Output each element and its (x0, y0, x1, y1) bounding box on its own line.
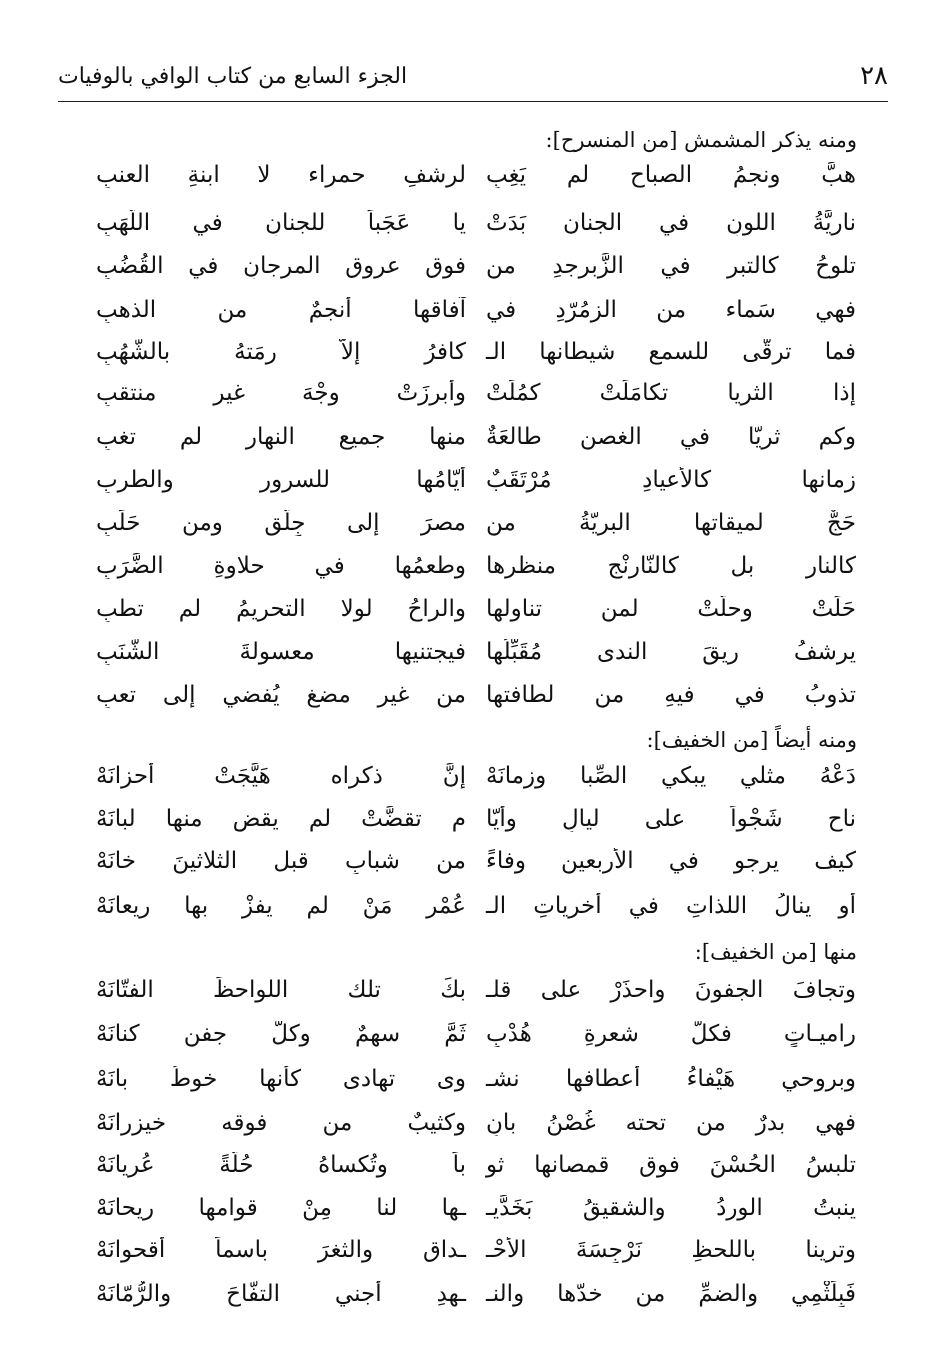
verse-first-hemistich: وبروحي هَيْفاءُ أعطافها نشـ (486, 1066, 856, 1092)
verse-second-hemistich: لرشفِ حمراء لا ابنةِ العنبِ (96, 162, 466, 188)
verse (96, 467, 856, 493)
verse-first-hemistich: وتجافَ الجفونَ واحذَرْ على قلـ (486, 977, 856, 1003)
verse-second-hemistich: فوقِ عروق المرجانِ في القُضُبِ (96, 253, 466, 279)
verse (96, 1152, 856, 1178)
verse-second-hemistich: والراحُ لولا التحريمُ لم تطبِ (96, 596, 466, 622)
verse-second-hemistich: من غيرِ مضغٍ يُفضي إلى تعبِ (96, 682, 466, 708)
verse-first-hemistich: تلبسُ الحُسْنَ فوق قمصانها ثو (486, 1152, 856, 1178)
verse-first-hemistich: زمانها كالأعيادِ مُرْتَقَبٌ (486, 467, 856, 493)
verse (96, 162, 856, 188)
header-rule (58, 101, 888, 102)
verse-first-hemistich: ناح شَجْواً على ليالٍ وأيّا (486, 806, 856, 832)
verse-first-hemistich: راميـاتٍ فكلُّ شعرةِ هُدْبٍ (486, 1021, 856, 1047)
verse-second-hemistich: وطعمُها في حلاوةِ الضَّرَبِ (96, 553, 466, 579)
verse-first-hemistich: تلوحُ كالتبرِ في الزَّبرجدِ من (486, 253, 856, 279)
verse-second-hemistich: وى تهادى كأنها خوطُ بانَهْ (96, 1066, 466, 1092)
verse-second-hemistich: مِ تقضَّتْ لم يقضِ منها لبانَهْ (96, 806, 466, 832)
verse (96, 977, 856, 1003)
verse-second-hemistich: ـهدِ أجني التفّاحَ والرُّمّانَهْ (96, 1281, 466, 1307)
verse-second-hemistich: أيّامُها للسرورِ والطربِ (96, 467, 466, 493)
verse (96, 682, 856, 708)
verse-first-hemistich: كيف يرجو في الأربعين وفاءً (486, 848, 856, 874)
verse (96, 424, 856, 450)
verse (96, 848, 856, 874)
verse (96, 253, 856, 279)
verse (96, 1195, 856, 1221)
page-number: ٢٨ (860, 61, 888, 91)
verse (96, 1281, 856, 1307)
section-intro: منها [من الخفيف]: (694, 940, 857, 964)
section-intro: ومنه أيضاً [من الخفيف]: (646, 728, 857, 752)
verse (96, 1021, 856, 1047)
verse-second-hemistich: منها جميعِ النهارِ لم تغبِ (96, 424, 466, 450)
verse-second-hemistich: مصرَ إلى جِلَّقٍ ومن حَلَبِ (96, 510, 466, 536)
verse-first-hemistich: أو ينالُ اللذاتِ في أُخرياتِ الـ (486, 893, 856, 919)
verse-second-hemistich: فيجتنيها معسولةَ الشَّنَبِ (96, 639, 466, 665)
verse-first-hemistich: حَلَتْ وحلَّتْ لمن تناولها (486, 596, 856, 622)
verse (96, 339, 856, 365)
verse-first-hemistich: فهي سَماء من الزمُرّدِ في (486, 297, 856, 323)
verse-first-hemistich: دَعْهُ مثلي يبكي الصِّبا وزمانَهْ (486, 763, 856, 789)
section-intro: ومنه يذكر المشمش [من المنسرح]: (545, 128, 857, 152)
verse-first-hemistich: فما ترقَّى للسمعِ شيطانها الـ (486, 339, 856, 365)
verse (96, 596, 856, 622)
verse-second-hemistich: وكثيبٌ من فوقه خيزرانَهْ (96, 1110, 466, 1136)
verse (96, 210, 856, 236)
verse (96, 510, 856, 536)
page-header (58, 56, 888, 96)
verse-first-hemistich: هبَّ ونجمُ الصباحِ لم يَغِبِ (486, 162, 856, 188)
verse-first-hemistich: يرشفُ ريقَ الندى مُقَبِّلُها (486, 639, 856, 665)
verse-second-hemistich: يا عَجَباً للجنانِ في اللَّهَبِ (96, 210, 466, 236)
verse-first-hemistich: كالنار بل كالنّارنْجِ منظرها (486, 553, 856, 579)
verse-second-hemistich: كافرُ إلاّ رمَتهُ بالشُّهُبِ (96, 339, 466, 365)
verse (96, 1237, 856, 1263)
verse-first-hemistich: إذا الثريا تكامَلَتْ كمُلَتْ (486, 380, 856, 406)
verse-first-hemistich: وكم ثريّا في الغصنِ طالعَةٌ (486, 424, 856, 450)
verse-second-hemistich: باً وتُكساهُ حُلَّةً عُريانَهْ (96, 1152, 466, 1178)
running-head: الجزء السابع من كتاب الوافي بالوفيات (58, 63, 408, 89)
verse (96, 553, 856, 579)
verse-first-hemistich: وترينا باللحظِ نَرْجِسَةَ الأحْـ (486, 1237, 856, 1263)
verse (96, 639, 856, 665)
verse-first-hemistich: ناريَّةُ اللونِ في الجنان بَدَتْ (486, 210, 856, 236)
verse-second-hemistich: إنَّ ذكراه هَيَّجَتْ أحزانَهْ (96, 763, 466, 789)
verse-second-hemistich: ـداق والثغرَ باسماً أُقحوانَهْ (96, 1237, 466, 1263)
verse-second-hemistich: آفاقها أنجمٌ من الذهبِ (96, 297, 466, 323)
verse (96, 893, 856, 919)
verse (96, 380, 856, 406)
verse-second-hemistich: ـها لنا مِنْ قوامها ريحانَهْ (96, 1195, 466, 1221)
verse (96, 297, 856, 323)
verse (96, 806, 856, 832)
verse-second-hemistich: عُمْرِ مَنْ لم يفزْ بها ريعانَهْ (96, 893, 466, 919)
verse-second-hemistich: من شبابٍ قبل الثلاثينَ خانَهْ (96, 848, 466, 874)
verse-first-hemistich: ينبتُ الوردُ والشقيقُ بَخَدَّيـ (486, 1195, 856, 1221)
verse-first-hemistich: تذوبُ في فيهِ من لطافتها (486, 682, 856, 708)
verse (96, 1110, 856, 1136)
verse-first-hemistich: فَبِلَثْمِي والضمِّ من خدّها والنـ (486, 1281, 856, 1307)
verse-second-hemistich: ثَمَّ سهمٌ وكلُّ جفنٍ كنانَهْ (96, 1021, 466, 1047)
verse-first-hemistich: حَجٌّ لميقاتها البريّةُ من (486, 510, 856, 536)
verse (96, 1066, 856, 1092)
verse-second-hemistich: وأبرزَتْ وجْهَ غيرِ منتقبِ (96, 380, 466, 406)
verse-first-hemistich: فهي بدرٌ من تحته غُصْنُ بانٍ (486, 1110, 856, 1136)
verse-second-hemistich: بكَ تلك اللواحظَ الفتّانَهْ (96, 977, 466, 1003)
verse (96, 763, 856, 789)
